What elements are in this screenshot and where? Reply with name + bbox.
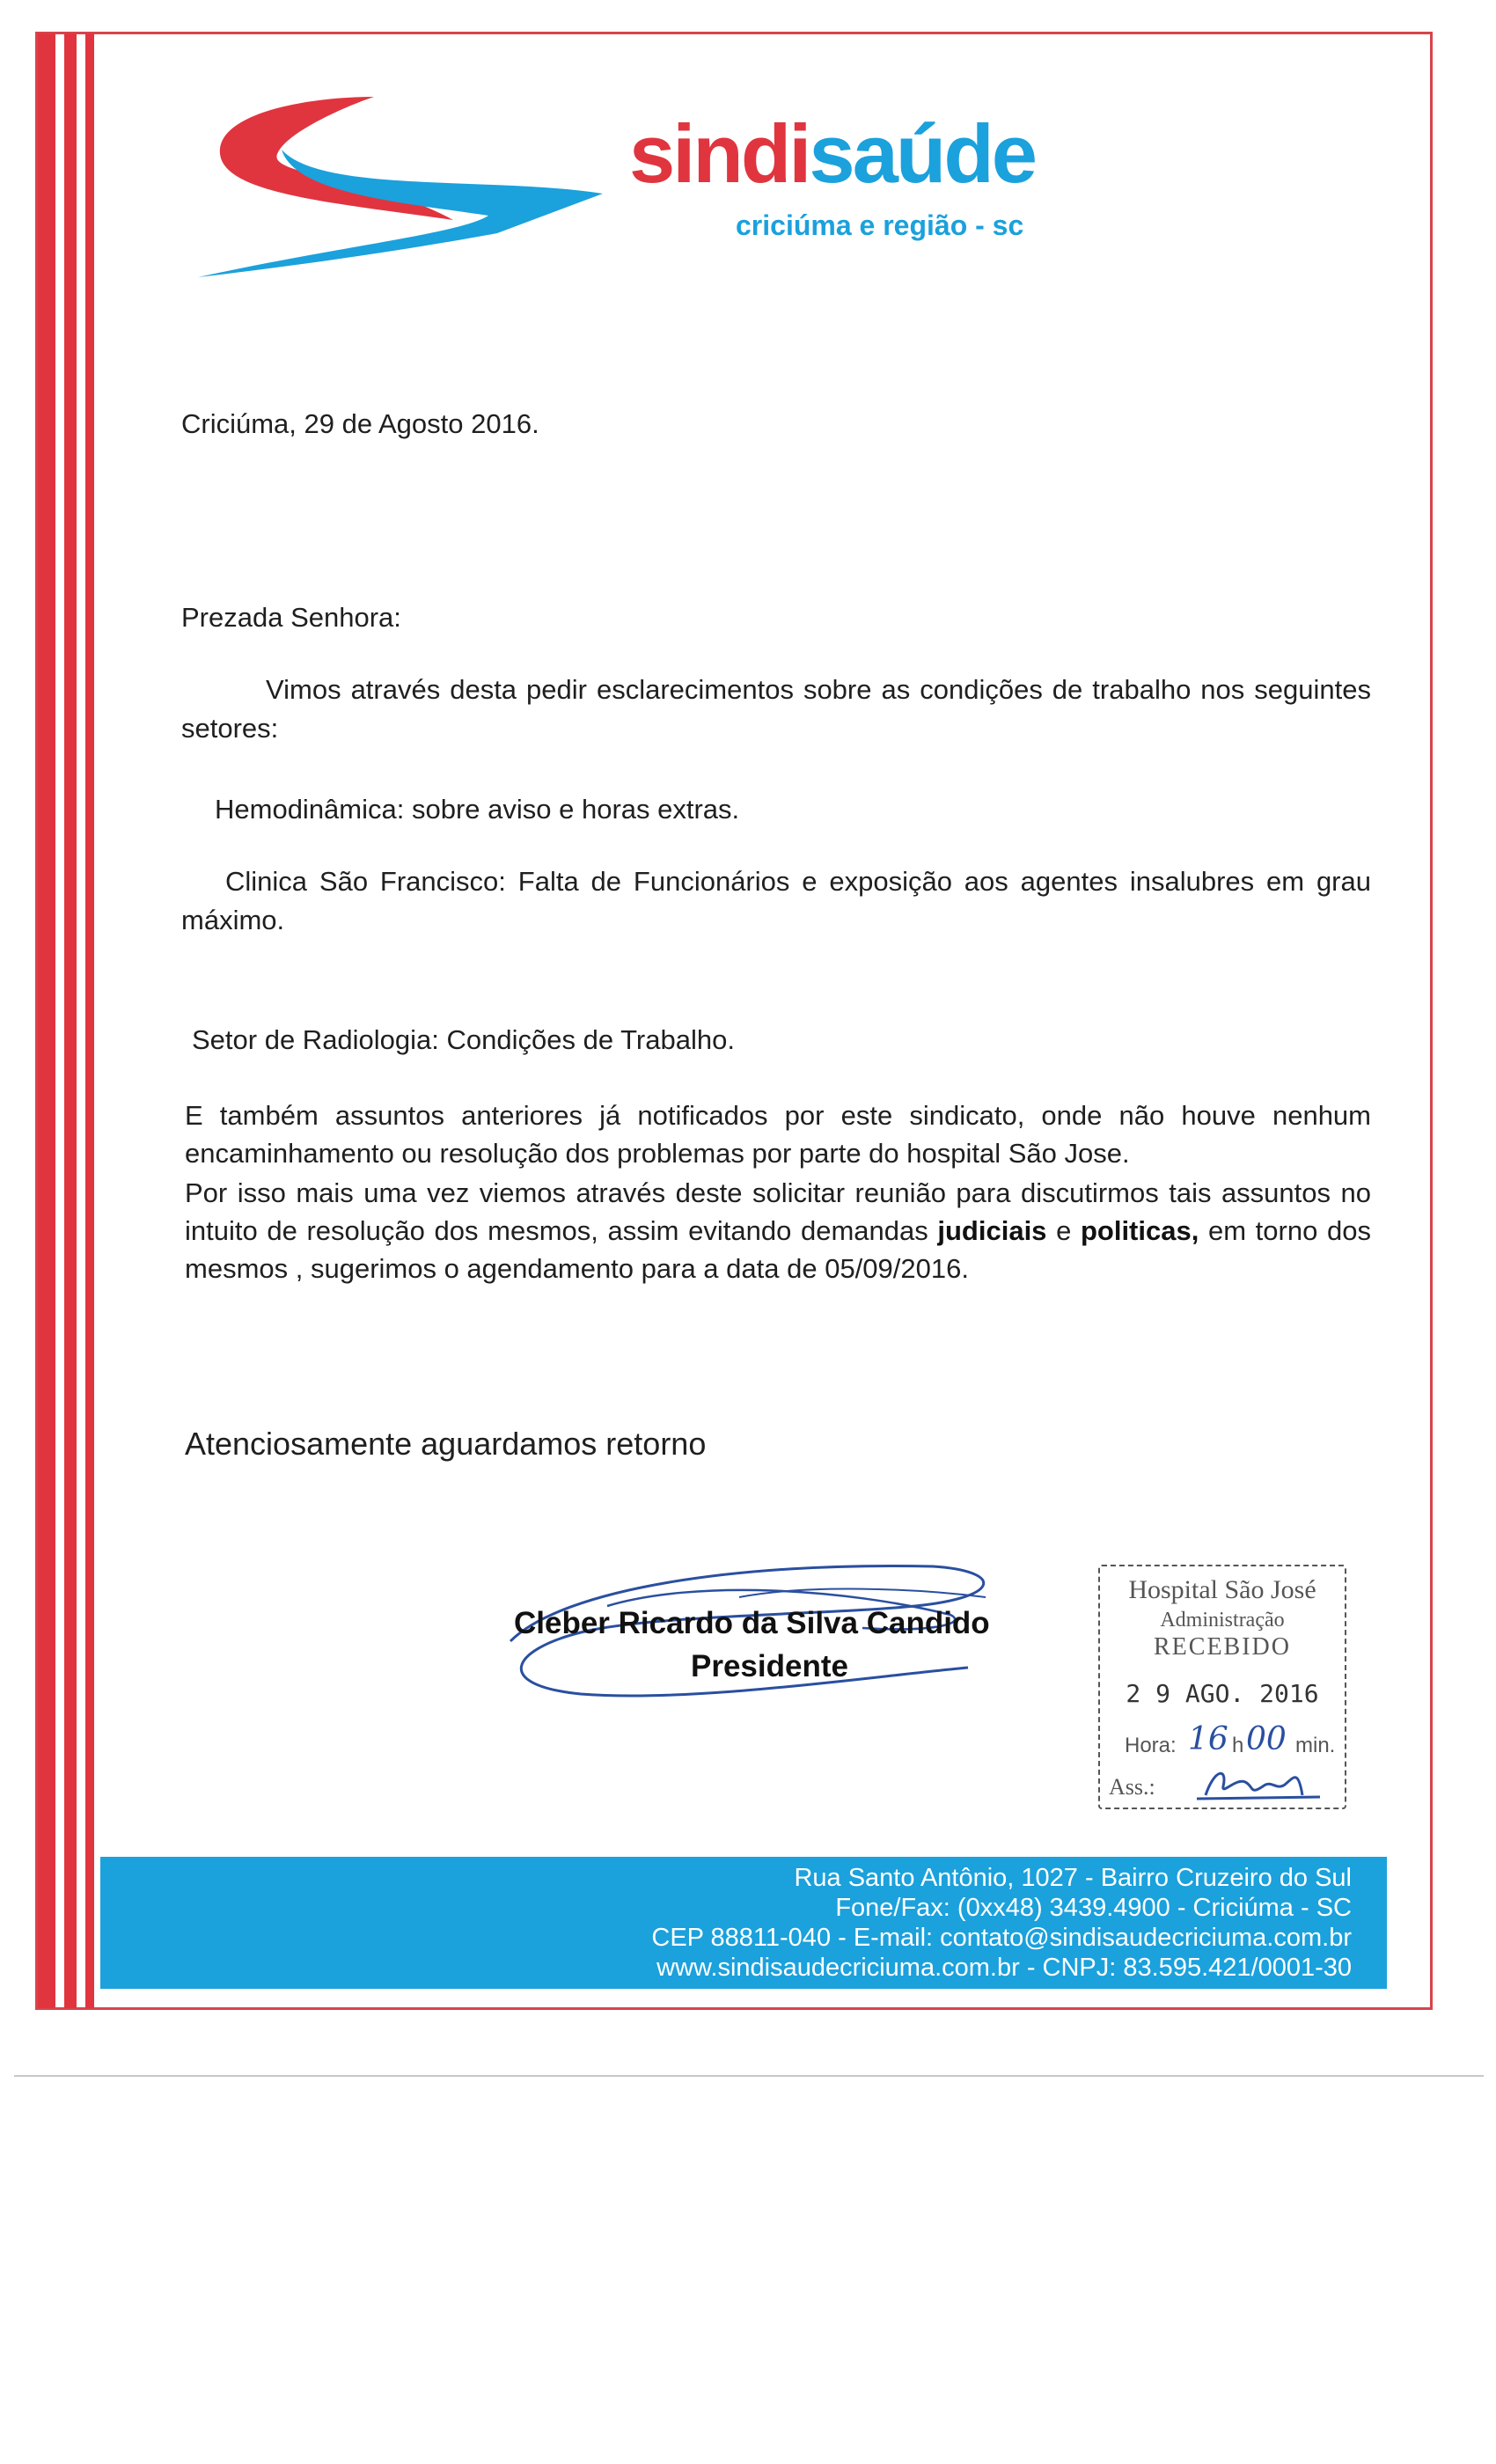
footer-contact-band [100,1857,1387,1989]
request-text-start: Por isso mais uma vez viemos através deste solicitar reunião para discutirmos tais assuntos no intuito de resolução dos mesmos, assim evitando demandas [185,1177,1371,1246]
bold-judiciais: judiciais [937,1215,1047,1246]
item-radiologia: Setor de Radiologia: Condições de Trabalho. [192,1024,735,1055]
received-stamp [1098,1565,1346,1809]
left-red-stripe [38,33,55,2008]
sindisaude-s-logo-icon [198,70,612,282]
meeting-request-paragraph [185,1174,1371,1287]
stamp-date: 2 9 AGO. 2016 [1126,1679,1319,1708]
item-clinica: Clinica São Francisco: Falta de Funcionários e exposição aos agentes insalubres em grau máximo. [181,866,1371,935]
footer-email: CEP 88811-040 - E-mail: contato@sindisaudecriciuma.com.br [651,1924,1352,1952]
stamp-status: RECEBIDO [1154,1633,1291,1661]
request-text-end: em torno dos mesmos , sugerimos o agendamento para a data de 05/09/2016. [185,1215,1371,1284]
stamp-h-label: h [1232,1734,1244,1757]
previous-issues-paragraph: E também assuntos anteriores já notificados por este sindicato, onde não houve nenhum encaminhamento ou resolução dos problemas por parte do hospital São Jose. [185,1100,1371,1169]
item-hemodinamica: Hemodinâmica: sobre aviso e horas extras. [215,794,740,825]
footer-phone: Fone/Fax: (0xx48) 3439.4900 - Criciúma - SC [835,1894,1352,1922]
stamp-ass-label: Ass.: [1109,1774,1155,1800]
left-red-stripe [64,33,77,2008]
scan-edge-line [14,2075,1484,2077]
stamp-hora-value: 16 [1188,1721,1228,1757]
salutation: Prezada Senhora: [181,602,401,633]
place-date: Criciúma, 29 de Agosto 2016. [181,408,539,439]
stamp-hora-label: Hora: [1125,1734,1177,1757]
intro-paragraph: Vimos através desta pedir esclarecimentos sobre as condições de trabalho nos seguintes setores: [181,674,1371,744]
left-red-stripe [85,33,94,2008]
brand-tagline: criciúma e região - sc [736,209,1024,241]
brand-part-saude: saúde [809,107,1036,200]
stamp-min-label: min. [1295,1734,1336,1757]
signatory-role: Presidente [691,1649,848,1683]
footer-address: Rua Santo Antônio, 1027 - Bairro Cruzeiro do Sul [794,1864,1352,1892]
stamp-hospital: Hospital São José [1128,1575,1316,1604]
bold-politicas: politicas, [1080,1215,1199,1246]
stamp-department: Administração [1160,1609,1285,1632]
signatory-name: Cleber Ricardo da Silva Candido [514,1606,990,1640]
stamp-min-value: 00 [1246,1721,1287,1757]
brand-part-sindi: sindi [629,107,810,200]
conj-e: e [1056,1215,1072,1246]
footer-website: www.sindisaudecriciuma.com.br - CNPJ: 83.595.421/0001-30 [656,1954,1352,1982]
brand-wordmark [629,107,1036,200]
handwritten-initials-icon [1197,1760,1320,1802]
closing-line: Atenciosamente aguardamos retorno [185,1426,707,1462]
